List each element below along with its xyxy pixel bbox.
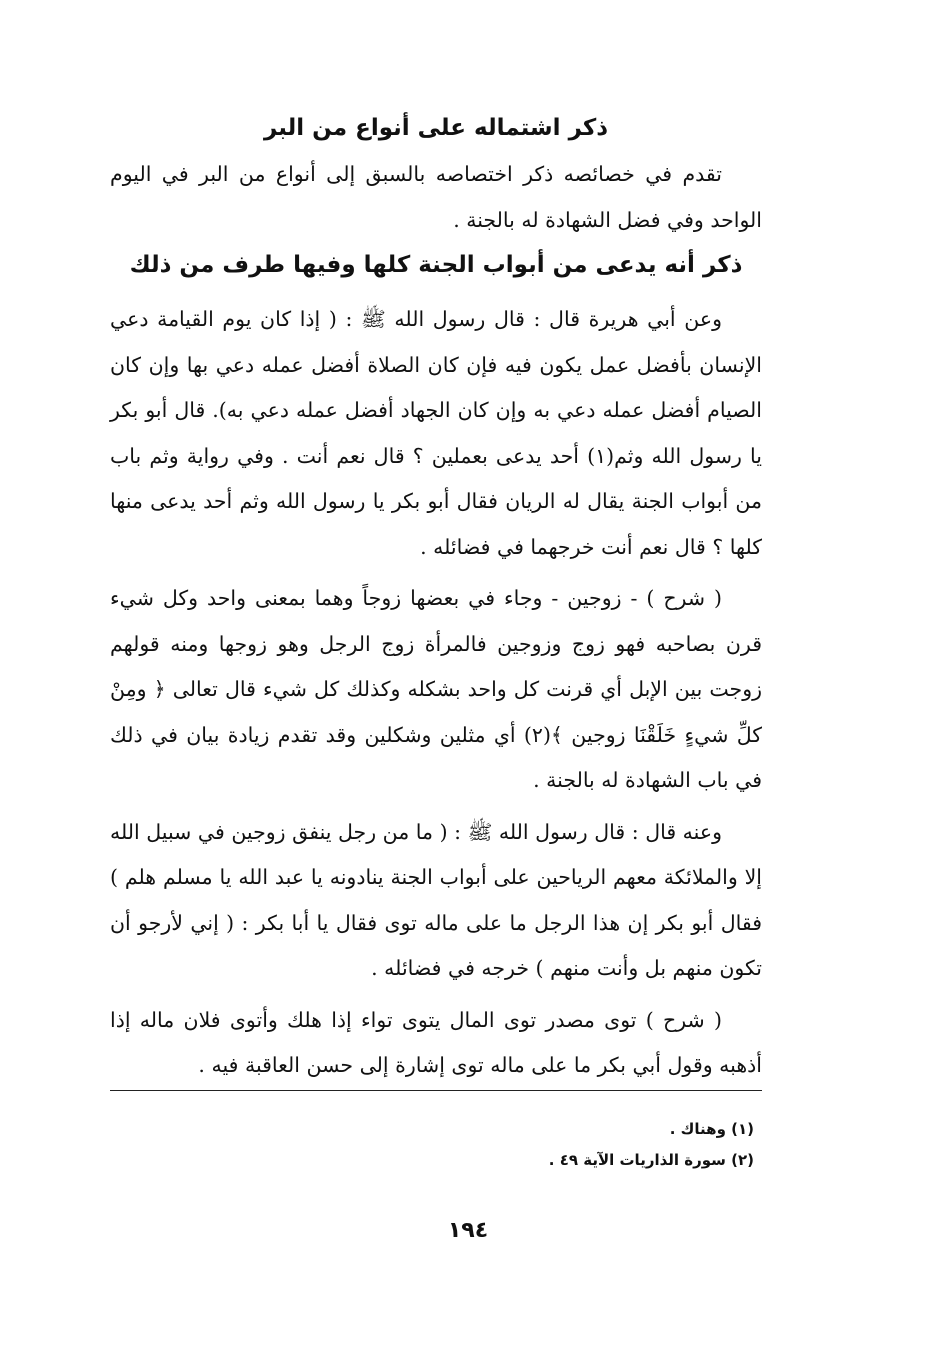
page-number: ١٩٤ [447, 1218, 489, 1243]
section-heading: ذكر أنه يدعى من أبواب الجنة كلها وفيها طرف من ذلك [129, 252, 743, 278]
body-paragraph: ( شرح ) توى مصدر توى المال يتوى تواء إذا هلك وأتوى فلان ماله إذا أذهبه وقول أبي بكر ما على ماله توى إشارة إلى حسن العاقبة فيه . [110, 1007, 762, 1077]
footnote: (١) وهناك . [669, 1120, 754, 1138]
footnotes [110, 1114, 754, 1176]
footnote: (٢) سورة الذاريات الآية ٤٩ . [548, 1151, 754, 1169]
body-paragraph: ( شرح ) - زوجين - وجاء في بعضها زوجاً وهما بمعنى واحد وكل شيء قرن بصاحبه فهو زوج وزوجين فالمرأة زوج الرجل وهو زوجها ومنه قولهم زوجت بين الإبل أي قرنت كل واحد بشكله وكذلك كل شيء قال تعالى ﴿ ومِنْ كلِّ شيءٍ خَلَقْنَا زوجين ﴾(٢) أي مثلين وشكلين وقد تقدم زيادة بيان في ذلك في باب الشهادة له بالجنة . [110, 586, 762, 792]
body-paragraph: وعن أبي هريرة قال : قال رسول الله ﷺ : ( إذا كان يوم القيامة دعي الإنسان بأفضل عمل يكون فيه فإن كان الصلاة أفضل عمله دعي بها وإن كان الصيام أفضل عمله دعي به وإن كان الجهاد أفضل عمله دعي به). قال أبو بكر يا رسول الله وثم(١) أحد يدعى بعملين ؟ قال نعم أنت . وفي رواية وثم باب من أبواب الجنة يقال له الريان فقال أبو بكر يا رسول الله وثم أحد يدعى منها كلها ؟ قال نعم أنت خرجهما في فضائله . [110, 307, 762, 559]
footnote-divider [110, 1090, 762, 1091]
page-body [110, 108, 762, 1089]
section-heading: ذكر اشتماله على أنواع من البر [263, 115, 609, 141]
body-paragraph: تقدم في خصائصه ذكر اختصاصه بالسبق إلى أنواع من البر في اليوم الواحد وفي فضل الشهادة له بالجنة . [110, 162, 762, 232]
body-paragraph: وعنه قال : قال رسول الله ﷺ : ( ما من رجل ينفق زوجين في سبيل الله إلا والملائكة معهم الرياحين على أبواب الجنة ينادونه يا عبد الله يا مسلم هلم ) فقال أبو بكر إن هذا الرجل ما على ماله توى فقال يا أبا بكر : ( إني لأرجو أن تكون منهم بل وأنت منهم ) خرجه في فضائله . [110, 819, 762, 980]
